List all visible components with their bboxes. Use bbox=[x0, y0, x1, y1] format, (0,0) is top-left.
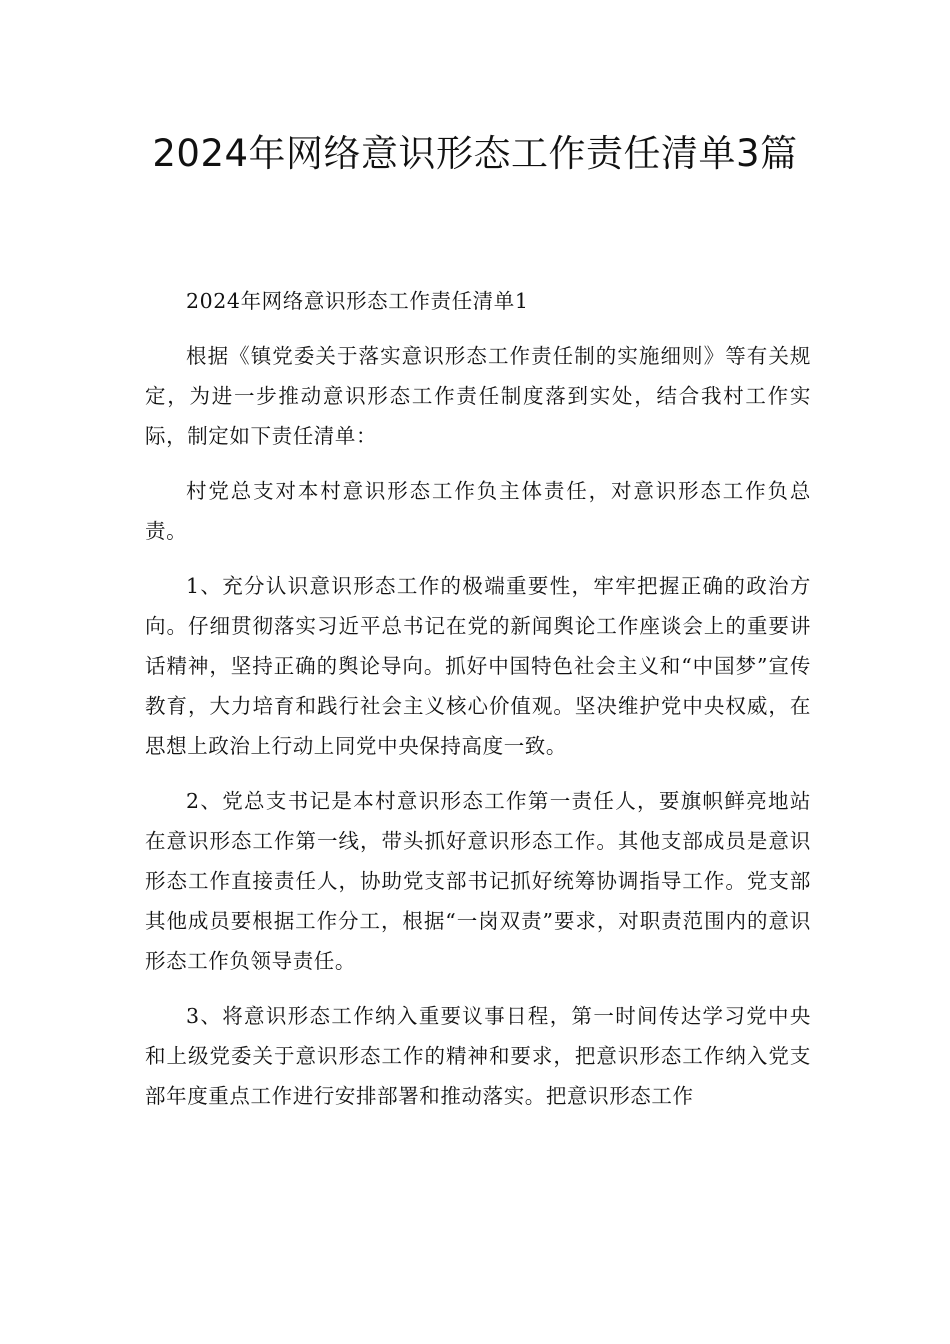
document-body bbox=[145, 281, 811, 1131]
item-2-paragraph: 2、党总支书记是本村意识形态工作第一责任人，要旗帜鲜亮地站在意识形态工作第一线，带头抓好意识形态工作。其他支部成员是意识形态工作直接责任人，协助党支部书记抓好统筹协调指导工作。党支部其他成员要根据工作分工，根据“一岗双责”要求，对职责范围内的意识形态工作负领导责任。 bbox=[145, 789, 811, 973]
item-3-paragraph: 3、将意识形态工作纳入重要议事日程，第一时间传达学习党中央和上级党委关于意识形态工作的精神和要求，把意识形态工作纳入党支部年度重点工作进行安排部署和推动落实。把意识形态工作 bbox=[145, 1004, 811, 1108]
responsibility-paragraph: 村党总支对本村意识形态工作负主体责任，对意识形态工作负总责。 bbox=[145, 479, 811, 543]
document-title: 2024年网络意识形态工作责任清单3篇 bbox=[152, 132, 798, 175]
section-heading: 2024年网络意识形态工作责任清单1 bbox=[186, 289, 529, 313]
intro-paragraph: 根据《镇党委关于落实意识形态工作责任制的实施细则》等有关规定，为进一步推动意识形态工作责任制度落到实处，结合我村工作实际，制定如下责任清单： bbox=[145, 344, 811, 448]
item-1-paragraph: 1、充分认识意识形态工作的极端重要性，牢牢把握正确的政治方向。仔细贯彻落实习近平总书记在党的新闻舆论工作座谈会上的重要讲话精神，坚持正确的舆论导向。抓好中国特色社会主义和“中国梦”宣传教育，大力培育和践行社会主义核心价值观。坚决维护党中央权威，在思想上政治上行动上同党中央保持高度一致。 bbox=[145, 574, 811, 758]
